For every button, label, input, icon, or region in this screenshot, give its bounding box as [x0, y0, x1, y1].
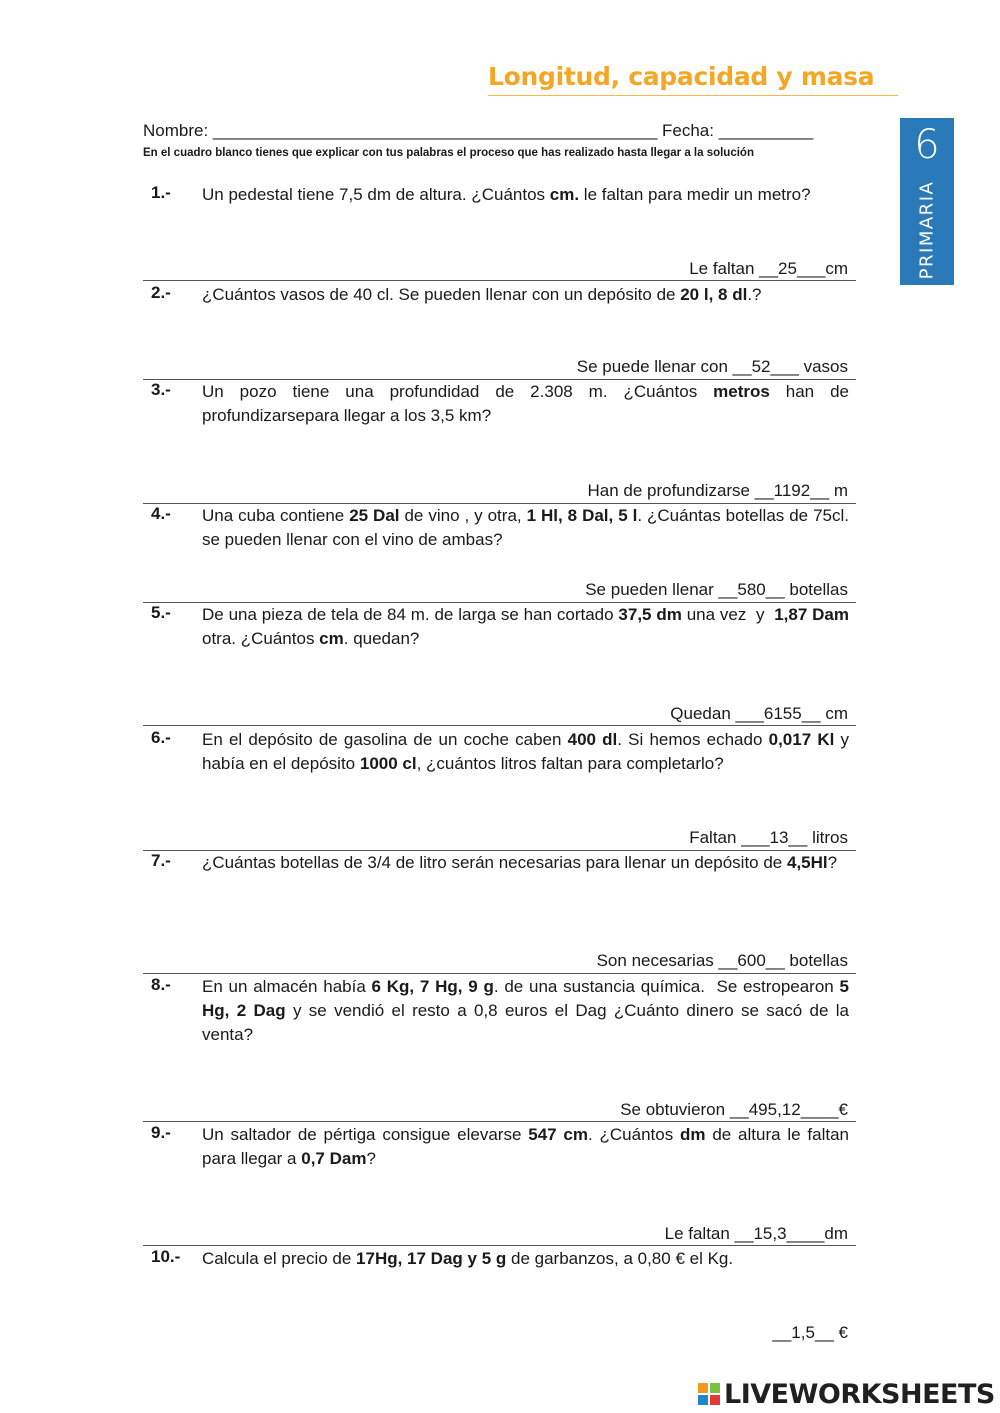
problem-number: 3.- — [151, 380, 171, 399]
answer-field[interactable]: Se pueden llenar __580__ botellas — [585, 580, 848, 599]
answer-field[interactable]: Han de profundizarse __1192__ m — [587, 481, 848, 500]
problem-divider — [143, 973, 856, 974]
problem-number: 5.- — [151, 603, 171, 622]
liveworksheets-logo — [698, 1378, 995, 1410]
problem-number: 10.- — [151, 1247, 181, 1266]
answer-field[interactable]: Se obtuvieron __495,12____€ — [620, 1100, 848, 1119]
instructions: En el cuadro blanco tienes que explicar con tus palabras el proceso que has realizado hasta llegar a la solución — [143, 147, 754, 159]
problem-divider — [143, 1245, 856, 1246]
problem-text: En el depósito de gasolina de un coche caben 400 dl. Si hemos echado 0,017 Kl y había en el depósito 1000 cl, ¿cuántos litros faltan para completarlo? — [202, 730, 850, 773]
name-date-line: Nombre: _______________________________________________ Fecha: __________ — [143, 121, 814, 140]
problem-text: De una pieza de tela de 84 m. de larga se han cortado 37,5 dm una vez y 1,87 Dam otra. ¿Cuántos cm. quedan? — [202, 605, 849, 648]
problem-text: En un almacén había 6 Kg, 7 Hg, 9 g. de una sustancia química. Se estropearon 5 Hg, 2 Dag y se vendió el resto a 0,8 euros el Dag ¿Cuánto dinero se sacó de la venta? — [202, 977, 849, 1044]
problem-number: 2.- — [151, 283, 171, 302]
problem-number: 1.- — [151, 183, 171, 202]
problem-divider — [143, 280, 856, 281]
problem-divider — [143, 725, 856, 726]
page-title: Longitud, capacidad y masa — [488, 62, 875, 91]
problem-number: 6.- — [151, 728, 171, 747]
grade-tab — [900, 118, 954, 285]
problem-number: 7.- — [151, 851, 171, 870]
answer-field[interactable]: Le faltan __25___cm — [689, 259, 848, 278]
answer-field[interactable]: Le faltan __15,3____dm — [664, 1224, 848, 1243]
problem-number: 4.- — [151, 504, 171, 523]
problem-text: ¿Cuántas botellas de 3/4 de litro serán necesarias para llenar un depósito de 4,5Hl? — [202, 853, 838, 872]
problem-text: Un saltador de pértiga consigue elevarse 547 cm. ¿Cuántos dm de altura le faltan para llegar a 0,7 Dam? — [202, 1125, 849, 1168]
grade-label: PRIMARIA — [916, 180, 938, 280]
problem-text: Un pedestal tiene 7,5 dm de altura. ¿Cuántos cm. le faltan para medir un metro? — [202, 185, 811, 204]
problem-text: Un pozo tiene una profundidad de 2.308 m. ¿Cuántos metros han de profundizarsepara llegar a los 3,5 km? — [202, 382, 849, 425]
problem-text: ¿Cuántos vasos de 40 cl. Se pueden llenar con un depósito de 20 l, 8 dl.? — [202, 285, 762, 304]
answer-field[interactable]: Son necesarias __600__ botellas — [596, 951, 848, 970]
answer-field[interactable]: Se puede llenar con __52___ vasos — [576, 357, 848, 376]
header-divider — [488, 95, 898, 96]
problem-text: Una cuba contiene 25 Dal de vino , y otra, 1 Hl, 8 Dal, 5 l. ¿Cuántas botellas de 75cl. se pueden llenar con el vino de ambas? — [202, 506, 849, 549]
problem-number: 8.- — [151, 975, 171, 994]
problem-text: Calcula el precio de 17Hg, 17 Dag y 5 g de garbanzos, a 0,80 € el Kg. — [202, 1249, 734, 1268]
logo-icon — [698, 1383, 720, 1405]
answer-field[interactable]: Quedan ___6155__ cm — [670, 704, 848, 723]
problem-number: 9.- — [151, 1123, 171, 1142]
problem-divider — [143, 1121, 856, 1122]
grade-number: 6 — [914, 122, 940, 168]
answer-field[interactable]: Faltan ___13__ litros — [689, 828, 848, 847]
logo-text: LIVEWORKSHEETS — [724, 1378, 995, 1410]
answer-field[interactable]: __1,5__ € — [772, 1323, 848, 1342]
